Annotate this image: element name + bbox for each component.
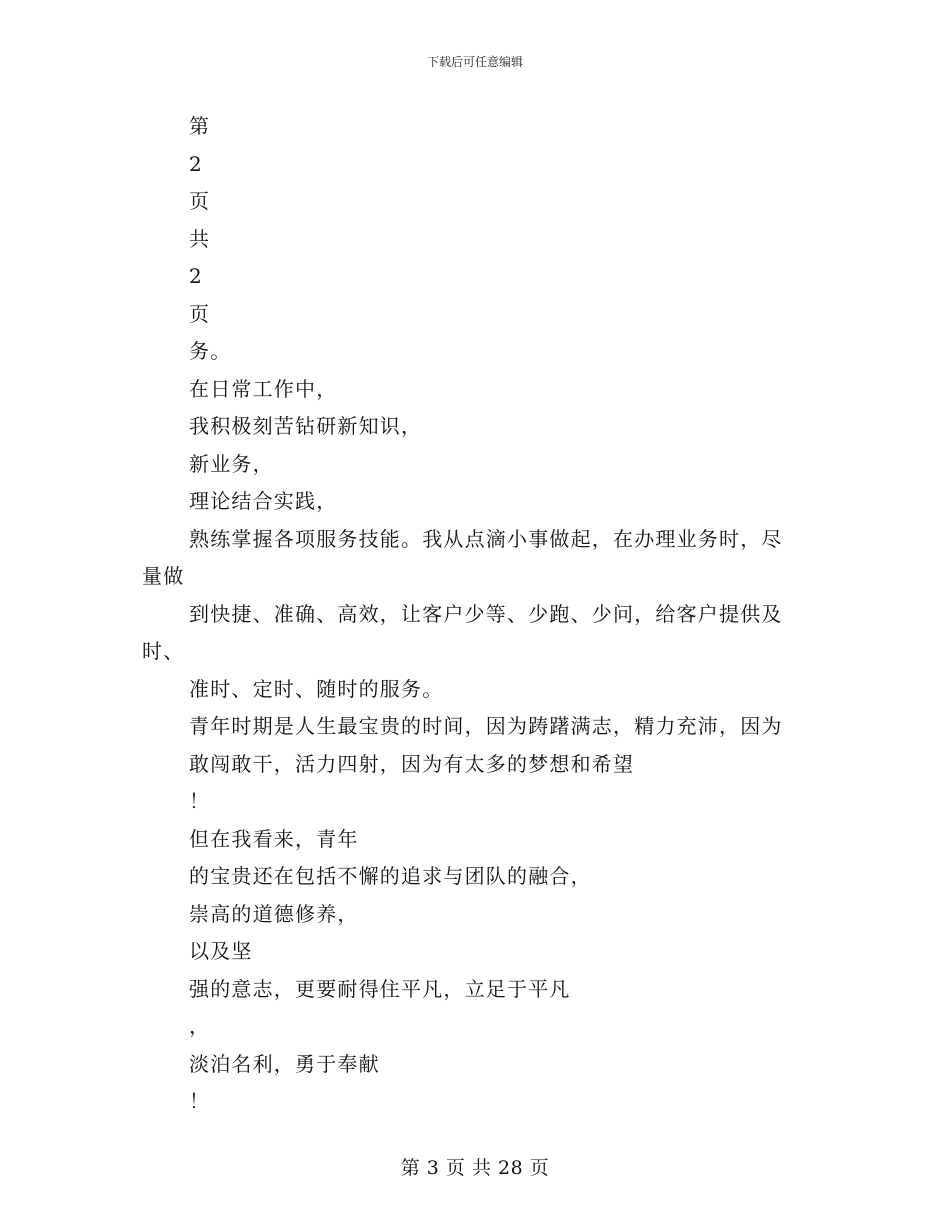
text-line: 新业务，	[189, 451, 274, 476]
text-line: 时、	[142, 639, 185, 663]
text-line: 2	[189, 264, 203, 288]
text-line: 2	[189, 151, 203, 176]
text-line: ！	[189, 1089, 211, 1113]
text-line: 但在我看来，青年	[189, 826, 359, 851]
text-line: 崇高的道德修养，	[189, 901, 359, 926]
text-line: 量做	[142, 564, 185, 588]
text-line: 以及坚	[189, 939, 253, 963]
header-note: 下载后可任意编辑	[426, 55, 523, 69]
text-line: 理论结合实践，	[189, 489, 338, 513]
text-line: 第	[189, 114, 211, 138]
text-line: 到快捷、准确、高效，让客户少等、少跑、少问，给客户提供及	[189, 601, 783, 626]
text-line: 页	[189, 189, 211, 213]
document-body	[0, 108, 950, 1121]
text-line: 熟练掌握各项服务技能。我从点滴小事做起，在办理业务时，尽	[189, 526, 783, 551]
text-line: 的宝贵还在包括不懈的追求与团队的融合，	[189, 864, 592, 888]
text-line: 准时、定时、随时的服务。	[189, 676, 444, 701]
text-line: 务。	[189, 339, 232, 363]
text-line: ，	[189, 1014, 211, 1038]
text-line: 青年时期是人生最宝贵的时间，因为踌躇满志，精力充沛，因为	[189, 714, 783, 738]
page-number-footer: 第 3 页 共 28 页	[400, 1157, 550, 1179]
text-line: ！	[189, 789, 211, 813]
text-line: 强的意志，更要耐得住平凡，立足于平凡	[189, 976, 571, 1001]
text-line: 页	[189, 301, 211, 326]
text-line: 淡泊名利，勇于奉献	[189, 1051, 380, 1076]
text-line: 共	[189, 226, 211, 251]
text-line: 我积极刻苦钻研新知识，	[189, 414, 423, 438]
text-line: 在日常工作中，	[189, 376, 338, 401]
text-line: 敢闯敢干，活力四射，因为有太多的梦想和希望	[189, 751, 635, 776]
